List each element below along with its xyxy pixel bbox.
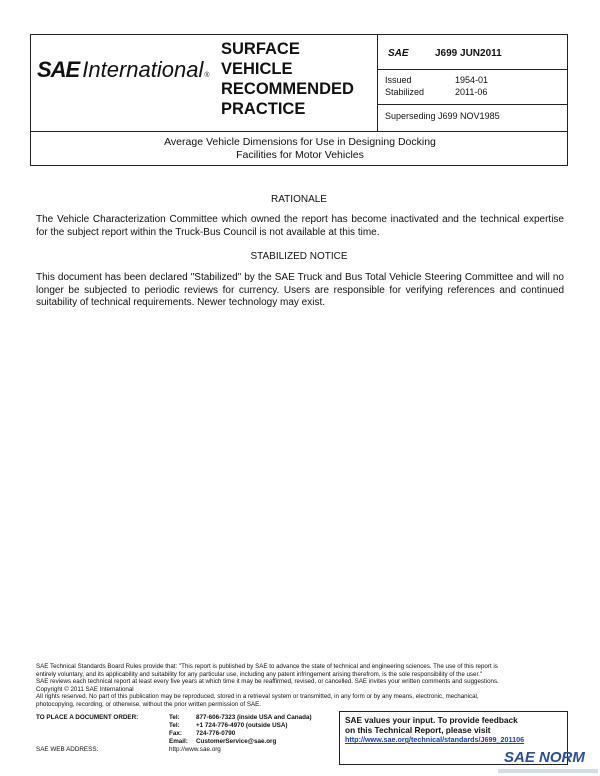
header-vertical-divider	[377, 35, 378, 131]
document-title	[31, 136, 569, 162]
logo-sae-text: SAE	[37, 57, 80, 82]
sae-international-logo	[37, 57, 210, 87]
footer-rules-line: SAE Technical Standards Board Rules provide that: "This report is published by SAE to advance the state of technical and engineering sciences. The use of this report is	[36, 663, 498, 670]
header-right-divider-1	[377, 69, 568, 70]
rationale-heading: RATIONALE	[271, 194, 327, 205]
issued-date: 1954-01	[455, 75, 489, 85]
feedback-link[interactable]: http://www.sae.org/technical/standards/J699_201106	[345, 735, 525, 744]
logo-international-text: International	[82, 57, 204, 82]
small-sae-logo: SAE	[388, 48, 409, 59]
tel2-value: +1 724-776-4970 (outside USA)	[196, 722, 288, 729]
issued-label: Issued	[385, 75, 412, 85]
document-number: J699 JUN2011	[435, 48, 502, 59]
fax-value: 724-776-0790	[196, 730, 236, 737]
title-line: Average Vehicle Dimensions for Use in Designing Docking	[164, 136, 436, 148]
document-type	[221, 39, 354, 119]
order-label: TO PLACE A DOCUMENT ORDER:	[36, 714, 139, 721]
stabilized-heading: STABILIZED NOTICE	[250, 251, 348, 262]
doc-type-line: RECOMMENDED	[221, 80, 354, 98]
web-address-link[interactable]: http://www.sae.org	[169, 746, 221, 753]
tel-value: 877-606-7323 (inside USA and Canada)	[196, 714, 312, 721]
footer-rules-line: entirely voluntary, and its applicability and suitability for any particular use, including any patent infringement arising therefrom, is the sole responsibility of the user."	[36, 670, 483, 678]
title-line: Facilities for Motor Vehicles	[236, 149, 364, 161]
doc-type-line: SURFACE	[221, 40, 300, 58]
header-right-divider-2	[377, 104, 568, 105]
footer-copyright: Copyright © 2011 SAE International	[36, 685, 134, 693]
stabilized-date: 2011-06	[455, 87, 488, 97]
feedback-line: SAE values your input. To provide feedback	[345, 715, 518, 725]
header-horizontal-divider	[31, 131, 567, 132]
footer-rights-line: photocopying, recording, or otherwise, without the prior written permission of SAE.	[36, 700, 261, 708]
web-address-label: SAE WEB ADDRESS:	[36, 746, 99, 753]
tel2-label: Tel:	[169, 722, 180, 729]
footer-legal-text	[36, 663, 576, 709]
footer-rules-line: SAE reviews each technical report at least every five years at which time it may be reaffirmed, revised, or cancelled. SAE invites your written comments and suggestions.	[36, 678, 499, 686]
footer-rights-line: All rights reserved. No part of this publication may be reproduced, stored in a retrieval system or transmitted, in any form or by any means, electronic, mechanical,	[36, 693, 479, 701]
document-header-box	[30, 34, 568, 166]
doc-type-line: PRACTICE	[221, 100, 306, 118]
feedback-line: on this Technical Report, please visit	[345, 725, 491, 735]
fax-label: Fax:	[169, 730, 182, 737]
sae-norm-watermark	[498, 740, 598, 774]
email-label: Email:	[169, 738, 188, 745]
watermark-lines	[498, 770, 598, 772]
stabilized-text: This document has been declared "Stabilized" by the SAE Truck and Bus Total Vehicle Steering Committee and will no longer be subjected to periodic reviews for currency. Users are responsible for verifying references and continued suitability of technical requirements. Newer technology may exist.	[36, 272, 564, 308]
stabilized-label: Stabilized	[385, 87, 425, 97]
rationale-text: The Vehicle Characterization Committee which owned the report has become inactivated and the technical expertise for the subject report within the Truck-Bus Council is not available at this time.	[36, 214, 564, 238]
watermark-text: SAE NORM	[504, 749, 585, 766]
tel-label: Tel:	[169, 714, 180, 721]
doc-type-line: VEHICLE	[221, 60, 293, 78]
logo-trademark: ®	[204, 72, 210, 79]
superseding-note: Superseding J699 NOV1985	[385, 111, 500, 121]
email-link[interactable]: CustomerService@sae.org	[196, 738, 277, 745]
